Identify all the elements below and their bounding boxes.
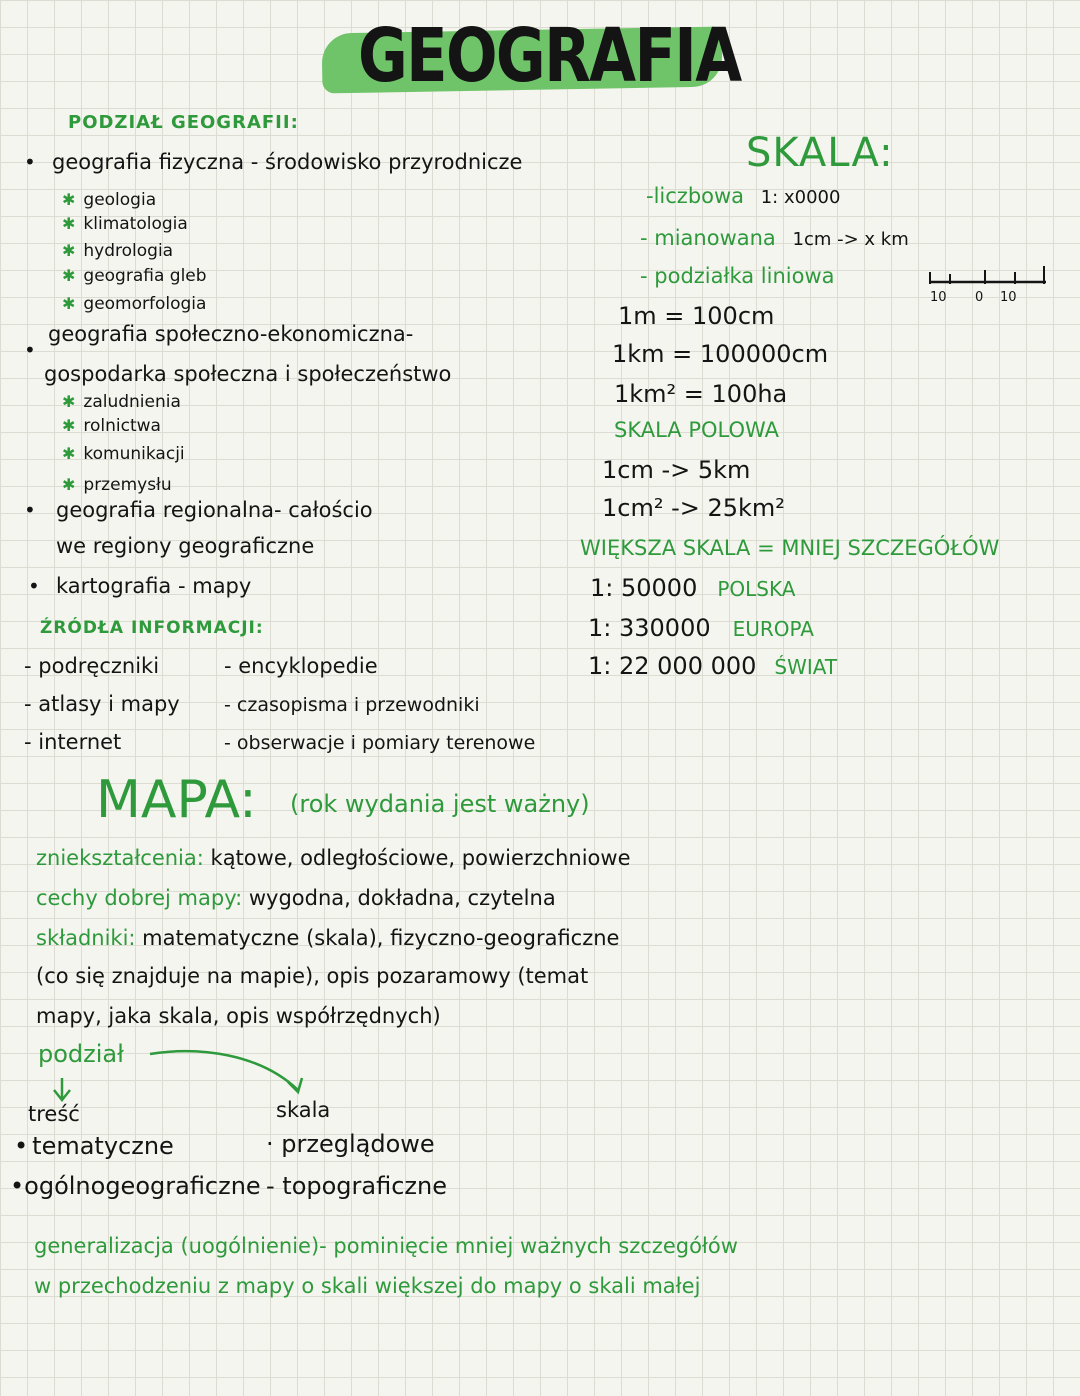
podzial-label: podział xyxy=(38,1040,124,1068)
polowa-item: 1cm² -> 25km² xyxy=(602,494,785,522)
polowa-item: 1cm -> 5km xyxy=(602,456,751,484)
list-item: ✱ klimatologia xyxy=(62,214,188,234)
star-icon: ✱ xyxy=(62,190,76,209)
zrodlo-item: - obserwacje i pomiary terenowe xyxy=(224,732,536,754)
tresc-label: treść xyxy=(28,1102,80,1126)
bullet-icon: • xyxy=(24,150,36,174)
tresc-item: • tematyczne xyxy=(14,1132,174,1160)
kartografia-line: kartografia - mapy xyxy=(56,574,252,598)
list-item: ✱ rolnictwa xyxy=(62,416,161,436)
zrodla-heading: ŹRÓDŁA INFORMACJI: xyxy=(40,618,264,638)
title-banner xyxy=(322,12,741,100)
scale-tick-label: 10 xyxy=(930,290,947,305)
star-icon: ✱ xyxy=(62,392,76,411)
star-icon: ✱ xyxy=(62,444,76,463)
skala-type: - podziałka liniowa xyxy=(640,264,835,288)
list-item: ✱ przemysłu xyxy=(62,475,172,495)
zrodlo-item: - encyklopedie xyxy=(224,654,378,678)
scale-tick-label: 10 xyxy=(1000,290,1017,305)
spoleczna-line-2: gospodarka społeczna i społeczeństwo xyxy=(44,362,452,386)
list-item: ✱ zaludnienia xyxy=(62,392,181,412)
skala-item: - topograficzne xyxy=(266,1172,448,1200)
list-item: ✱ komunikacji xyxy=(62,444,185,464)
bullet-icon: • xyxy=(24,498,36,522)
list-item: ✱ geomorfologia xyxy=(62,294,207,314)
scale-example: 1: 22 000 000 ŚWIAT xyxy=(588,652,838,680)
list-item: ✱ hydrologia xyxy=(62,241,174,261)
generalizacja-line: generalizacja (uogólnienie)- pominięcie mniej ważnych szczegółów xyxy=(34,1234,738,1258)
scale-example: 1: 330000 EUROPA xyxy=(588,614,814,642)
mapa-note: (rok wydania jest ważny) xyxy=(290,790,590,818)
bullet-icon: • xyxy=(24,338,36,362)
conversion: 1m = 100cm xyxy=(618,302,775,330)
spoleczna-line-1: geografia społeczno-ekonomiczna- xyxy=(48,322,414,346)
star-icon: ✱ xyxy=(62,475,76,494)
skladniki-line-3: mapy, jaka skala, opis współrzędnych) xyxy=(36,1004,441,1028)
znieksztalcenia-line: zniekształcenia: kątowe, odległościowe, powierzchniowe xyxy=(36,846,631,870)
zrodlo-item: - internet xyxy=(24,730,122,754)
page-title: GEOGRAFIA xyxy=(358,13,741,99)
scale-example: 1: 50000 POLSKA xyxy=(590,574,796,602)
skala-heading: SKALA: xyxy=(746,130,894,176)
regionalna-line-1: geografia regionalna- całościo xyxy=(56,498,373,522)
conversion: 1km² = 100ha xyxy=(614,380,788,408)
list-item: ✱ geologia xyxy=(62,190,157,210)
tresc-item: •ogólnogeograficzne xyxy=(10,1172,261,1200)
star-icon: ✱ xyxy=(62,214,76,233)
list-item: ✱ geografia gleb xyxy=(62,266,207,286)
zrodlo-item: - atlasy i mapy xyxy=(24,692,180,716)
podzial-heading: PODZIAŁ GEOGRAFII: xyxy=(68,112,299,133)
conversion: 1km = 100000cm xyxy=(612,340,829,368)
bullet-icon: • xyxy=(28,574,40,598)
skladniki-line-2: (co się znajduje na mapie), opis pozaramowy (temat xyxy=(36,964,589,988)
star-icon: ✱ xyxy=(62,266,76,285)
regionalna-line-2: we regiony geograficzne xyxy=(56,534,315,558)
scale-tick-label: 0 xyxy=(975,290,984,305)
skala-type: -liczbowa 1: x0000 xyxy=(646,184,841,208)
skala-type: - mianowana 1cm -> x km xyxy=(640,226,909,250)
skala-label: skala xyxy=(276,1098,331,1122)
mapa-heading: MAPA: xyxy=(96,770,257,830)
star-icon: ✱ xyxy=(62,416,76,435)
star-icon: ✱ xyxy=(62,241,76,260)
zrodlo-item: - czasopisma i przewodniki xyxy=(224,694,480,716)
skala-item: · przeglądowe xyxy=(266,1130,435,1158)
cechy-line: cechy dobrej mapy: wygodna, dokładna, czytelna xyxy=(36,886,556,910)
fizyczna-line: geografia fizyczna - środowisko przyrodnicze xyxy=(52,150,523,174)
skladniki-line: składniki: matematyczne (skala), fizyczno-geograficzne xyxy=(36,926,620,950)
wieksza-skala: WIĘKSZA SKALA = MNIEJ SZCZEGÓŁÓW xyxy=(580,536,1000,560)
polowa-heading: SKALA POLOWA xyxy=(614,418,779,442)
star-icon: ✱ xyxy=(62,294,76,313)
zrodlo-item: - podręczniki xyxy=(24,654,160,678)
generalizacja-line-2: w przechodzeniu z mapy o skali większej do mapy o skali małej xyxy=(34,1274,701,1298)
